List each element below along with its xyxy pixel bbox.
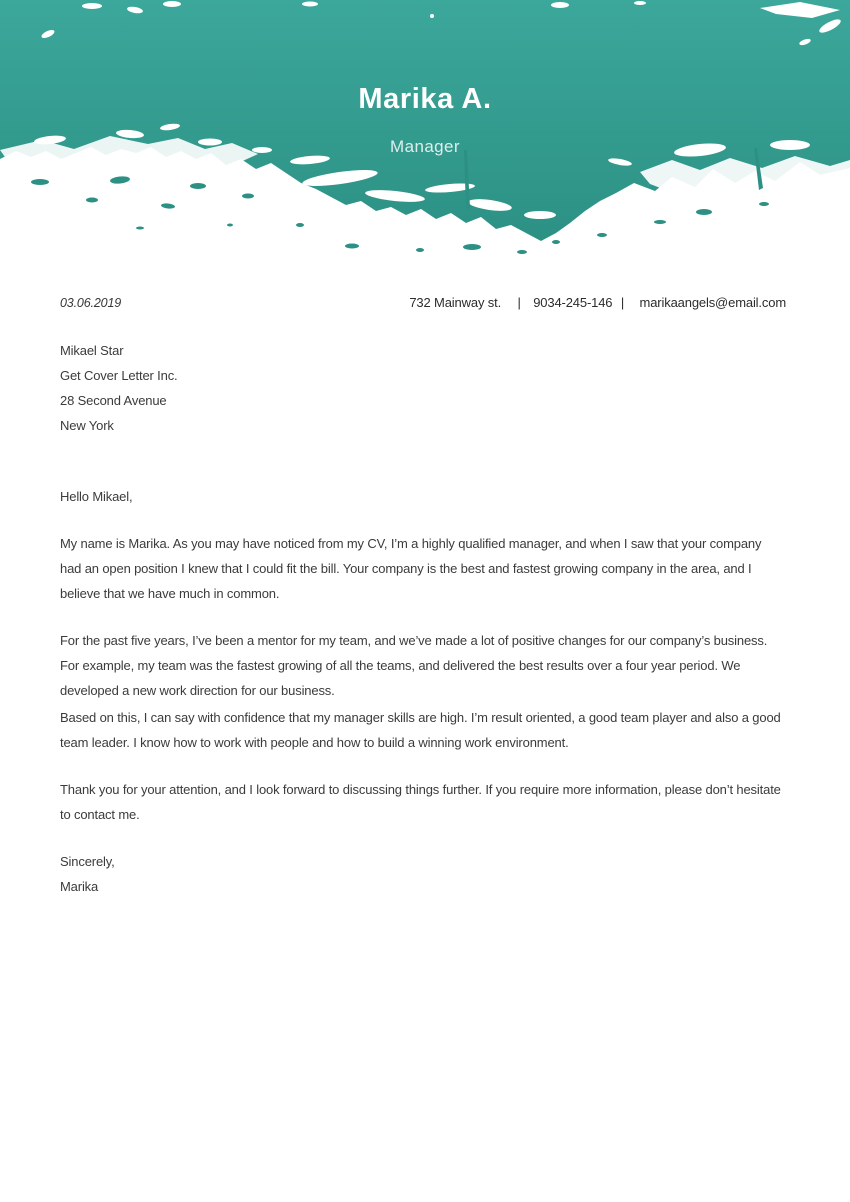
recipient-company: Get Cover Letter Inc. [60, 368, 178, 383]
contact-phone: 9034-245-146 [533, 295, 613, 310]
applicant-job-title: Manager [390, 136, 460, 156]
paragraph-intro: My name is Marika. As you may have noticed from my CV, I’m a highly qualified manager, and when I saw that your company had an open position I knew that I could fit the bill. Your company is the best and fastest growing company in the area, and I believe that we have much in common. [60, 536, 762, 601]
contact-address: 732 Mainway st. [409, 295, 502, 310]
grunge-banner-graphic [0, 0, 850, 260]
letter-date: 03.06.2019 [60, 296, 122, 310]
recipient-block [60, 338, 786, 438]
greeting: Hello Mikael, [60, 489, 133, 504]
letter-body [0, 294, 850, 899]
separator-pipe: | [620, 295, 625, 310]
recipient-name: Mikael Star [60, 343, 124, 358]
recipient-street: 28 Second Avenue [60, 393, 167, 408]
contact-info [409, 294, 786, 312]
applicant-name: Marika A. [358, 83, 492, 115]
letter-header [0, 0, 850, 260]
closing: Sincerely, [60, 854, 115, 869]
paragraph-thanks: Thank you for your attention, and I look forward to discussing things further. If you require more information, please don’t hesitate to contact me. [60, 782, 781, 822]
paragraph-experience: For the past five years, I’ve been a mentor for my team, and we’ve made a lot of positive changes for our company’s business. For example, my team was the fastest growing of all the teams, and delivered the best results over a four year period. We developed a new work direction for our business. [60, 633, 768, 698]
separator-pipe: | [517, 295, 521, 310]
paragraph-skills: Based on this, I can say with confidence that my manager skills are high. I’m result oriented, a good team player and also a good team leader. I know how to work with people and how to build a winning work environment. [60, 710, 781, 750]
recipient-city: New York [60, 418, 114, 433]
signature: Marika [60, 879, 99, 894]
contact-email: marikaangels@email.com [639, 295, 786, 310]
meta-row [60, 294, 786, 312]
